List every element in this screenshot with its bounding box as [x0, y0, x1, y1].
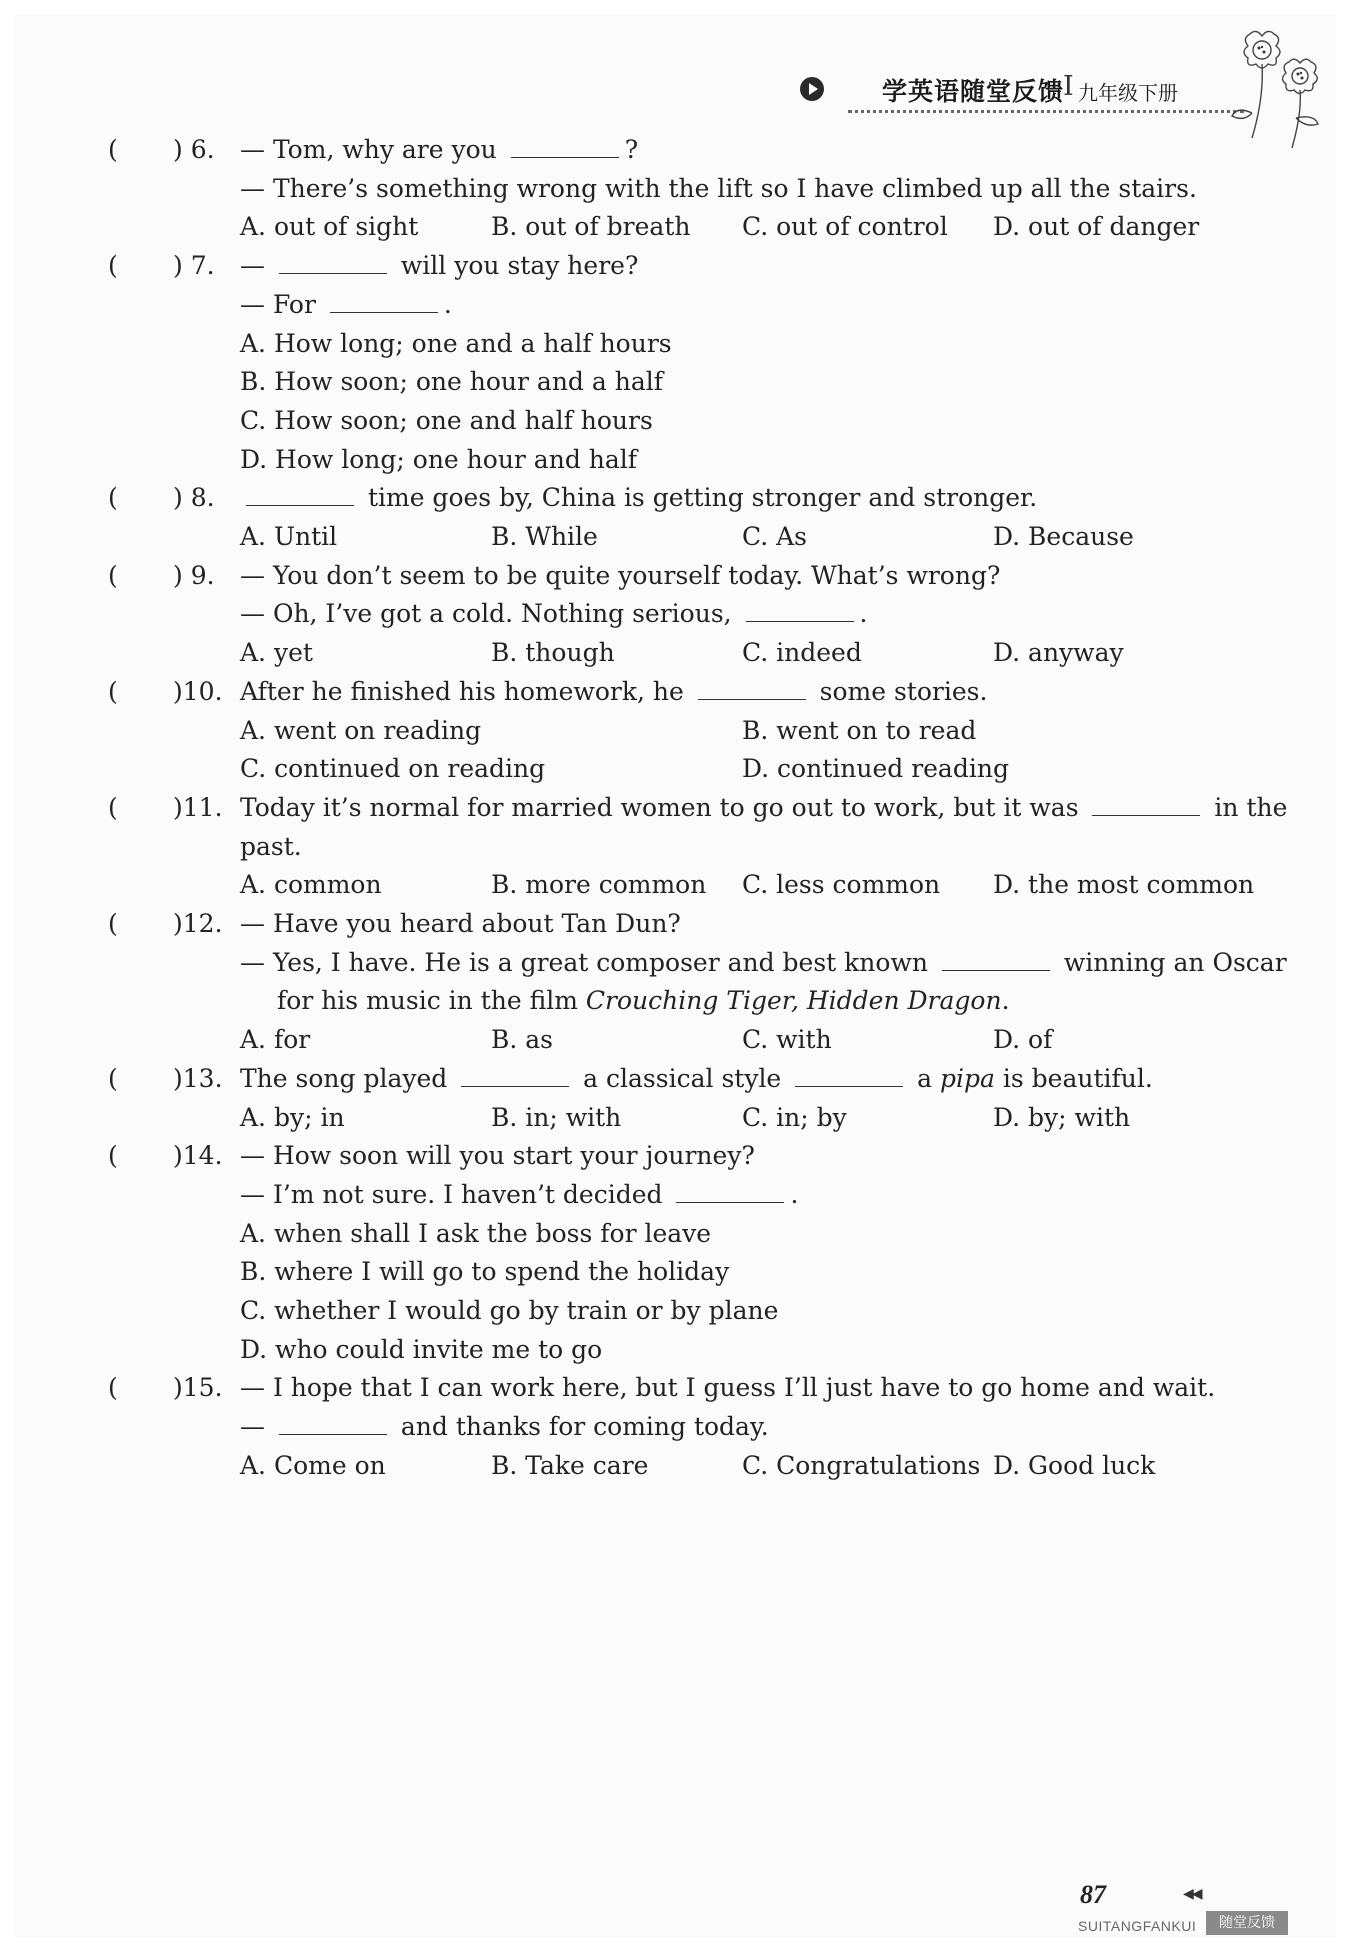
question-text-line	[240, 793, 1287, 823]
answer-blank	[746, 599, 854, 622]
text-segment: After he finished his homework, he	[240, 676, 692, 706]
answer-paren: (	[108, 135, 118, 164]
option: C. As	[742, 522, 808, 551]
grade-label: 九年级下册	[1078, 81, 1178, 105]
question-text-line	[240, 561, 1000, 591]
answer-paren: (	[108, 1373, 118, 1403]
answer-blank	[279, 1412, 387, 1435]
option: B. How soon; one hour and a half	[240, 367, 663, 397]
instrument-name: pipa	[940, 1063, 995, 1093]
option: D. of	[993, 1025, 1053, 1055]
option: B. more common	[491, 870, 707, 900]
question-number: )11.	[173, 792, 223, 822]
text-segment: —	[240, 1412, 273, 1442]
question-text-line	[240, 1373, 1215, 1403]
question-text-line	[240, 1412, 769, 1442]
series-title: 学英语随堂反馈	[882, 77, 1065, 106]
option: A. for	[240, 1025, 311, 1055]
option: C. with	[742, 1025, 832, 1055]
text-segment: — Tom, why are you	[240, 135, 505, 164]
text-segment: — Yes, I have. He is a great composer and best known	[240, 947, 936, 977]
answer-paren: (	[108, 792, 118, 822]
text-segment: in the	[1206, 792, 1288, 822]
option: C. Congratulations	[742, 1450, 981, 1480]
text-segment: .	[790, 1179, 799, 1209]
page-header	[800, 68, 1260, 108]
answer-blank	[942, 948, 1050, 971]
answer-blank	[330, 290, 438, 313]
question-number: )10.	[173, 676, 223, 706]
option: A. Until	[240, 522, 338, 551]
text-segment: — You don’t seem to be quite yourself today. What’s wrong?	[240, 560, 1001, 590]
footer-badge: 随堂反馈	[1206, 1911, 1288, 1935]
option: A. yet	[240, 638, 313, 668]
text-segment: a	[909, 1063, 940, 1093]
text-segment: past.	[240, 831, 302, 861]
text-segment: The song played	[240, 1063, 456, 1093]
text-segment: .	[443, 289, 452, 319]
text-segment: .	[859, 599, 868, 629]
option: C. in; by	[742, 1102, 847, 1132]
option: D. How long; one hour and half	[240, 444, 638, 474]
option: C. continued on reading	[240, 754, 546, 784]
film-title: Crouching Tiger, Hidden Dragon	[585, 986, 1002, 1016]
answer-blank	[246, 483, 354, 506]
answer-paren: (	[108, 1063, 118, 1093]
title-separator: I	[1063, 71, 1074, 102]
option: A. went on reading	[240, 715, 482, 745]
text-segment: — Have you heard about Tan Dun?	[240, 909, 681, 938]
text-segment: some stories.	[811, 676, 988, 706]
text-segment: ?	[624, 135, 639, 164]
question-text-line	[240, 832, 302, 862]
option: B. where I will go to spend the holiday	[240, 1257, 730, 1287]
option: D. Good luck	[993, 1450, 1156, 1480]
question-text-line	[240, 483, 1037, 513]
text-segment: — I hope that I can work here, but I guess I’ll just have to go home and wait.	[240, 1373, 1216, 1403]
text-segment: winning an Oscar	[1055, 947, 1287, 977]
question-number: )14.	[173, 1141, 223, 1171]
option: B. Take care	[491, 1450, 649, 1480]
answer-paren: (	[108, 909, 118, 938]
question-text-line	[240, 135, 638, 165]
option: A. by; in	[240, 1102, 345, 1132]
option: C. indeed	[742, 638, 862, 668]
question-text-line	[240, 909, 681, 939]
question-number: ) 8.	[173, 483, 215, 513]
text-segment: — How soon will you start your journey?	[240, 1141, 755, 1171]
text-segment: time goes by, China is getting stronger and stronger.	[360, 483, 1038, 513]
text-segment: — Oh, I’ve got a cold. Nothing serious,	[240, 599, 740, 629]
option: B. though	[491, 638, 615, 668]
option: A. out of sight	[240, 212, 419, 242]
option: A. common	[240, 870, 382, 900]
page-number: 87	[1080, 1880, 1106, 1909]
option: D. the most common	[993, 870, 1255, 900]
option: C. out of control	[742, 212, 948, 242]
answer-blank	[279, 251, 387, 274]
question-text-line	[240, 599, 868, 629]
text-segment: a classical style	[575, 1063, 790, 1093]
play-icon	[800, 77, 824, 101]
question-number: ) 9.	[173, 560, 215, 590]
answer-blank	[461, 1064, 569, 1087]
text-segment: for his music in the film	[277, 986, 586, 1016]
option: B. While	[491, 522, 598, 551]
text-segment: and thanks for coming today.	[392, 1412, 769, 1442]
option: D. anyway	[993, 638, 1124, 668]
option: D. Because	[993, 522, 1134, 551]
answer-blank	[1092, 793, 1200, 816]
text-segment: — I’m not sure. I haven’t decided	[240, 1179, 671, 1209]
question-text-line	[240, 677, 987, 707]
question-text-line	[240, 1064, 1153, 1094]
question-text-line	[277, 986, 1010, 1016]
question-number: )13.	[173, 1063, 223, 1093]
footer-brand: SUITANGFANKUI	[1078, 1918, 1197, 1934]
answer-blank	[795, 1064, 903, 1087]
answer-paren: (	[108, 1141, 118, 1171]
option: B. went on to read	[742, 715, 977, 745]
answer-blank	[676, 1180, 784, 1203]
header-dotted-rule	[848, 110, 1244, 113]
question-text-line	[240, 948, 1287, 978]
question-number: ) 7.	[173, 251, 215, 281]
text-segment: .	[1001, 986, 1010, 1016]
option: C. How soon; one and half hours	[240, 405, 653, 435]
option: A. How long; one and a half hours	[240, 328, 672, 358]
double-arrow-icon: ◀◀	[1183, 1886, 1201, 1902]
option: D. out of danger	[993, 212, 1200, 242]
sunflower-decoration-icon	[1222, 18, 1332, 158]
question-text-line	[240, 290, 452, 320]
option: D. continued reading	[742, 754, 1009, 784]
option: B. in; with	[491, 1102, 622, 1132]
question-number: )12.	[173, 909, 223, 938]
question-number: ) 6.	[173, 135, 215, 164]
option: C. whether I would go by train or by plane	[240, 1296, 779, 1325]
text-segment: — There’s something wrong with the lift so I have climbed up all the stairs.	[240, 173, 1197, 203]
text-segment: is beautiful.	[994, 1063, 1153, 1093]
question-text-line	[240, 174, 1197, 204]
question-number: )15.	[173, 1373, 223, 1403]
question-text-line	[240, 1141, 755, 1171]
answer-blank	[698, 677, 806, 700]
text-segment: — For	[240, 289, 324, 319]
answer-paren: (	[108, 560, 118, 590]
text-segment: —	[240, 251, 273, 281]
option: D. who could invite me to go	[240, 1334, 603, 1364]
text-segment: Today it’s normal for married women to go out to work, but it was	[240, 792, 1087, 822]
option: A. Come on	[240, 1450, 386, 1480]
question-text-line	[240, 1180, 798, 1210]
option: D. by; with	[993, 1102, 1131, 1132]
option: A. when shall I ask the boss for leave	[240, 1218, 712, 1248]
answer-paren: (	[108, 483, 118, 513]
option: B. out of breath	[491, 212, 691, 242]
answer-paren: (	[108, 251, 118, 281]
question-text-line	[240, 251, 638, 281]
answer-paren: (	[108, 676, 118, 706]
option: B. as	[491, 1025, 553, 1055]
option: C. less common	[742, 870, 941, 900]
answer-blank	[511, 135, 619, 158]
text-segment: will you stay here?	[392, 251, 639, 281]
